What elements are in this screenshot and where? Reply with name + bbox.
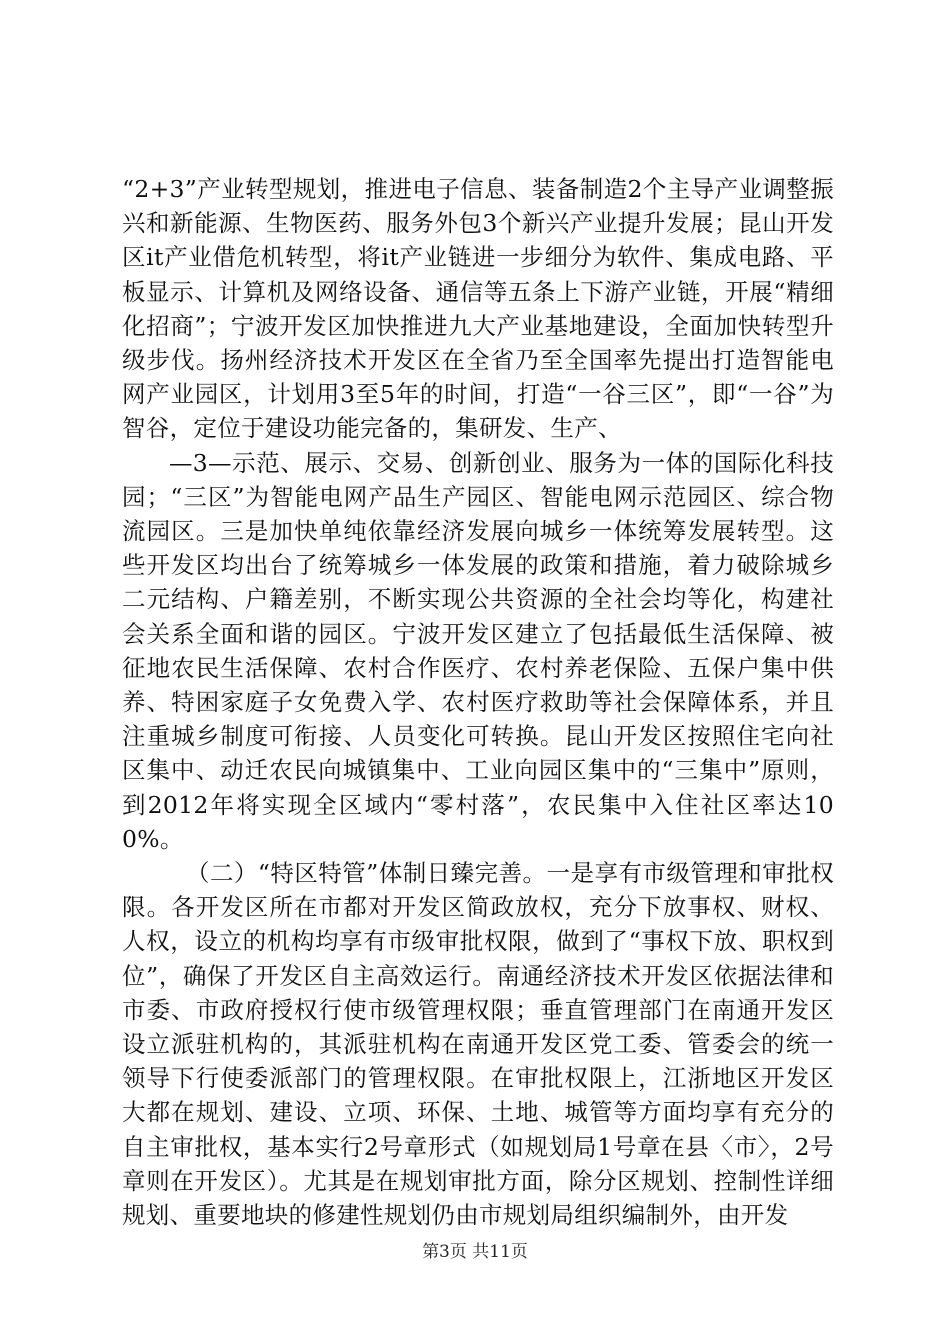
paragraph-industry-transformation: “2+3”产业转型规划，推进电子信息、装备制造2个主导产业调整振兴和新能源、生物医药、服务外包3个新兴产业提升发展；昆山开发区it产业借危机转型，将it产业链进一步细分为软件、集成电路、平板显示、计算机及网络设备、通信等五条上下游产业链，开展“精细化招商”；宁波开发区加快推进九大产业基地建设，全面加快转型升级步伐。扬州经济技术开发区在全省乃至全国率先提出打造智能电网产业园区，计划用3至5年的时间，打造“一谷三区”，即“一谷”为智谷，定位于建设功能完备的，集研发、生产、 (122, 175, 834, 443)
paragraph-special-zone-management: （二）“特区特管”体制日臻完善。一是享有市级管理和审批权限。各开发区所在市都对开发区简政放权，充分下放事权、财权、人权，设立的机构均享有市级审批权限，做到了“事权下放、职权到位”，确保了开发区自主高效运行。南通经济技术开发区依据法律和市委、市政府授权行使市级管理权限；垂直管理部门在南通开发区设立派驻机构的，其派驻机构在南通开发区党工委、管委会的统一领导下行使委派部门的管理权限。在审批权限上，江浙地区开发区大都在规划、建设、立项、环保、土地、城管等方面均享有充分的自主审批权，基本实行2号章形式（如规划局1号章在县〈市〉，2号章则在开发区）。尤其是在规划审批方面，除分区规划、控制性详细规划、重要地块的修建性规划仍由市规划局组织编制外，由开发 (122, 859, 834, 1230)
paragraph-urban-rural-integration: —3—示范、展示、交易、创新创业、服务为一体的国际化科技园；“三区”为智能电网产品生产园区、智能电网示范园区、综合物流园区。三是加快单纯依靠经济发展向城乡一体统筹发展转型。这些开发区均出台了统筹城乡一体发展的政策和措施，着力破除城乡二元结构、户籍差别，不断实现公共资源的全社会均等化，构建社会关系全面和谐的园区。宁波开发区建立了包括最低生活保障、被征地农民生活保障、农村合作医疗、农村养老保险、五保户集中供养、特困家庭子女免费入学、农村医疗救助等社会保障体系，并且注重城乡制度可衔接、人员变化可转换。昆山开发区按照住宅向社区集中、动迁农民向城镇集中、工业向园区集中的“三集中”原则，到2012年将实现全区域内“零村落”，农民集中入住社区率达100%。 (122, 448, 834, 853)
page-number-footer: 第3页 共11页 (422, 1242, 528, 1262)
body-text (122, 172, 834, 1232)
